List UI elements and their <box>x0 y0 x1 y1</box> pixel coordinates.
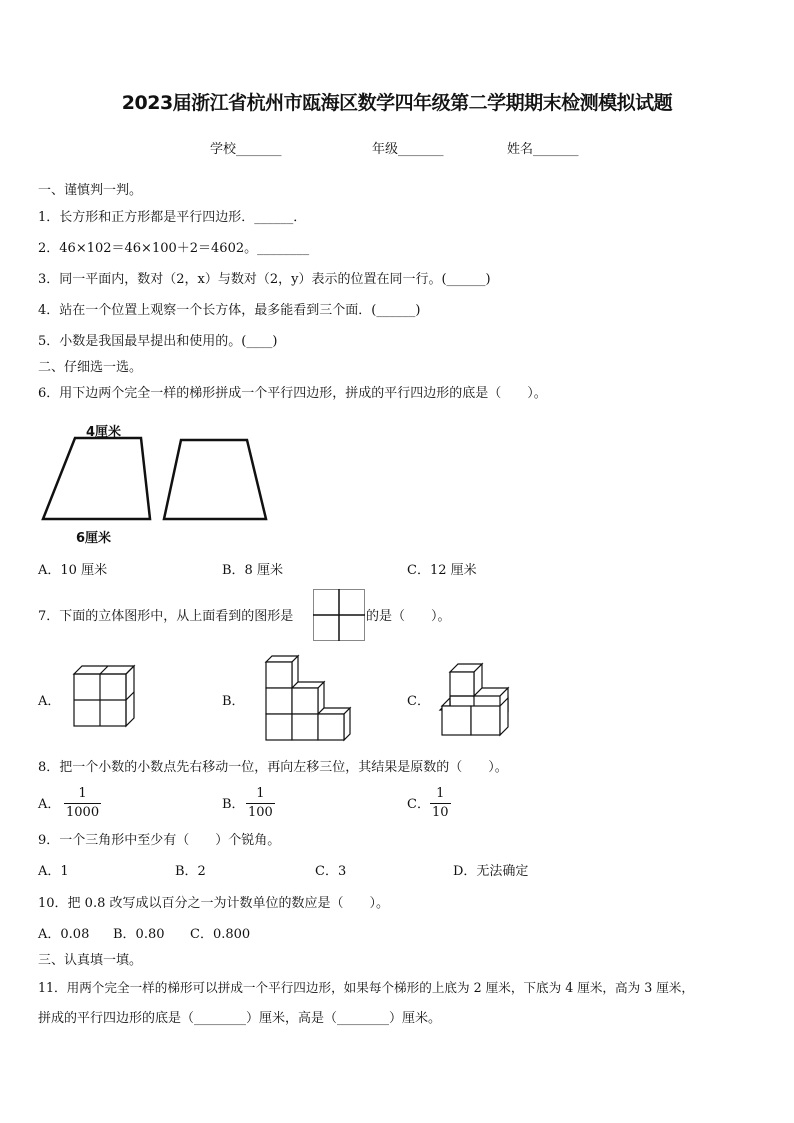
cube-figure-a <box>74 664 136 730</box>
q9-option-d[interactable]: D．无法确定 <box>453 864 529 879</box>
fraction-denominator: 10 <box>432 805 449 820</box>
grade-field[interactable]: 年级_______ <box>372 142 444 157</box>
q8-option-a-fraction <box>64 786 101 821</box>
fraction-bar <box>246 803 275 804</box>
q9-option-c[interactable]: C．3 <box>315 864 347 879</box>
q6-option-b[interactable]: B．8 厘米 <box>222 563 283 578</box>
question-5: 5．小数是我国最早提出和使用的。(____) <box>38 334 278 349</box>
q10-option-a[interactable]: A．0.08 <box>38 927 90 942</box>
question-3: 3．同一平面内，数对（2，x）与数对（2，y）表示的位置在同一行。(______) <box>38 272 491 287</box>
question-7-part-2: 的是（ ）。 <box>366 609 451 624</box>
bottom-base-label: 6厘米 <box>76 531 112 546</box>
cube-figure-c <box>440 662 512 738</box>
section-1-heading: 一、谨慎判一判。 <box>38 183 143 198</box>
question-2: 2．46×102＝46×100＋2＝4602。________ <box>38 241 310 256</box>
question-1: 1．长方形和正方形都是平行四边形．______． <box>38 210 307 225</box>
section-3-heading: 三、认真填一填。 <box>38 953 143 968</box>
q7-option-b[interactable]: B． <box>222 694 245 709</box>
q8-option-c-label[interactable]: C． <box>407 797 430 812</box>
question-7-part-1: 7．下面的立体图形中，从上面看到的图形是 <box>38 609 294 624</box>
q6-option-a[interactable]: A．10 厘米 <box>38 563 108 578</box>
page-title: 2023届浙江省杭州市瓯海区数学四年级第二学期期末检测模拟试题 <box>121 92 673 114</box>
name-field[interactable]: 姓名_______ <box>507 142 579 157</box>
q6-option-c[interactable]: C．12 厘米 <box>407 563 477 578</box>
q7-option-c[interactable]: C． <box>407 694 430 709</box>
q10-option-b[interactable]: B．0.80 <box>113 927 165 942</box>
fraction-bar <box>430 803 451 804</box>
fraction-denominator: 100 <box>248 805 273 820</box>
fraction-numerator: 1 <box>256 786 265 801</box>
question-11-line-2: 拼成的平行四边形的底是（________）厘米，高是（________）厘米。 <box>38 1011 442 1026</box>
trapezoid-right <box>164 440 266 519</box>
question-4: 4．站在一个位置上观察一个长方体，最多能看到三个面．(______) <box>38 303 421 318</box>
fraction-denominator: 1000 <box>66 805 100 820</box>
fraction-numerator: 1 <box>436 786 445 801</box>
cube-figure-b <box>264 654 354 746</box>
q10-option-c[interactable]: C．0.800 <box>190 927 251 942</box>
question-9: 9．一个三角形中至少有（ ）个锐角。 <box>38 833 281 848</box>
section-2-heading: 二、仔细选一选。 <box>38 360 143 375</box>
question-11-line-1: 11．用两个完全一样的梯形可以拼成一个平行四边形，如果每个梯形的上底为 2 厘米，下底为 4 厘米，高为 3 厘米， <box>38 980 694 995</box>
question-6: 6．用下边两个完全一样的梯形拼成一个平行四边形，拼成的平行四边形的底是（ ）。 <box>38 386 547 401</box>
fraction-bar <box>64 803 101 804</box>
q9-option-b[interactable]: B．2 <box>175 864 206 879</box>
q8-option-a-label[interactable]: A． <box>38 797 61 812</box>
trapezoid-left <box>43 438 150 519</box>
question-8: 8．把一个小数的小数点先右移动一位，再向左移三位，其结果是原数的（ ）。 <box>38 760 508 775</box>
top-view-grid-icon <box>313 589 365 641</box>
top-base-label: 4厘米 <box>86 425 122 440</box>
question-10: 10．把 0.8 改写成以百分之一为计数单位的数应是（ ）。 <box>38 896 389 911</box>
q9-option-a[interactable]: A．1 <box>38 864 69 879</box>
fraction-numerator: 1 <box>78 786 87 801</box>
q7-option-a[interactable]: A． <box>38 694 61 709</box>
school-field[interactable]: 学校_______ <box>210 142 282 157</box>
q8-option-b-fraction <box>246 786 275 821</box>
trapezoid-figures <box>38 418 278 548</box>
q8-option-b-label[interactable]: B． <box>222 797 245 812</box>
q8-option-c-fraction <box>430 786 451 821</box>
